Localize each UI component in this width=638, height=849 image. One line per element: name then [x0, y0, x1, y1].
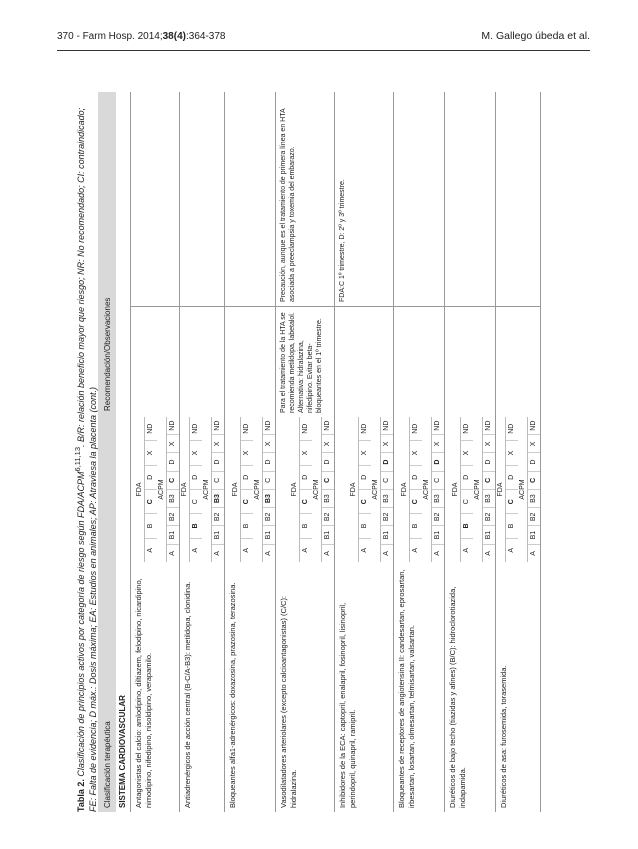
table-row	[335, 92, 394, 812]
fda-scale	[358, 417, 371, 562]
acpm-cell: ND	[169, 420, 176, 431]
acpm-cell: B3	[432, 489, 444, 507]
risk-category	[131, 417, 179, 562]
observation-note	[496, 92, 540, 307]
fda-cell: ND	[463, 423, 470, 434]
fda-cell: C	[461, 489, 473, 513]
drug-name: Antagonistas del calcio: amlodipino, diltiazem, felodipino, nicardipino, nimodipino, nifedipino, nisoldipino, verapamilo.	[134, 578, 153, 808]
drug-name: Inhibidores de la ECA: captopril, enalapril, fosinopril, lisinopril, perindopril, quinapril, ramipril.	[338, 602, 357, 808]
acpm-scale	[262, 417, 275, 562]
acpm-cell: ND	[324, 420, 331, 431]
observation-note	[394, 92, 444, 307]
acpm-cell: A	[212, 544, 224, 562]
acpm-label: ACPM	[519, 479, 526, 500]
fda-scale	[144, 417, 157, 562]
acpm-label: ACPM	[313, 479, 320, 500]
acpm-cell: B1	[483, 526, 495, 544]
fda-cell: D	[410, 465, 422, 489]
risk-category	[496, 417, 540, 562]
fda-cell: B	[190, 513, 202, 537]
acpm-cell: B2	[432, 507, 444, 525]
fda-cell: X	[359, 440, 371, 464]
acpm-cell: X	[212, 434, 224, 452]
fda-cell: C	[506, 489, 518, 513]
header-rule	[57, 50, 590, 51]
observations	[335, 92, 393, 417]
observations	[276, 92, 334, 417]
acpm-cell: X	[263, 434, 275, 452]
fda-cell: D	[359, 465, 371, 489]
acpm-cell: A	[528, 544, 540, 562]
caption-text: Clasificación de principios activos por categoría de riesgo según FDA/ACPM	[76, 471, 86, 777]
acpm-cell: D	[432, 453, 444, 471]
acpm-label: ACPM	[254, 479, 261, 500]
fda-cell: X	[300, 440, 312, 464]
fda-cell: D	[461, 465, 473, 489]
acpm-cell: C	[212, 471, 224, 489]
acpm-scale	[380, 417, 393, 562]
fda-scale	[409, 417, 422, 562]
fda-cell: X	[190, 440, 202, 464]
observations	[131, 92, 179, 417]
caption-refs: 6,11,13	[73, 447, 82, 472]
observation-note	[131, 92, 179, 307]
acpm-scale	[482, 417, 495, 562]
col-recomendacion: Recomendación/Observaciones	[102, 297, 112, 411]
acpm-cell: D	[263, 453, 275, 471]
acpm-cell: B3	[381, 489, 393, 507]
page-header	[57, 26, 590, 46]
fda-cell: B	[300, 513, 312, 537]
fda-cell: A	[241, 538, 253, 562]
observation-note: FDA:C 1º trimestre, D: 2º y 3º trimestre.	[335, 92, 393, 307]
fda-cell: ND	[147, 423, 154, 434]
fda-label: FDA	[136, 482, 143, 497]
fda-cell: C	[300, 489, 312, 513]
fda-cell: ND	[412, 423, 419, 434]
fda-cell: D	[241, 465, 253, 489]
acpm-cell: X	[528, 434, 540, 452]
acpm-cell: B2	[528, 507, 540, 525]
risk-category	[335, 417, 393, 562]
fda-cell: X	[241, 440, 253, 464]
fda-label: FDA	[291, 482, 298, 497]
rotated-table-wrapper	[72, 92, 588, 812]
acpm-cell: ND	[214, 420, 221, 431]
acpm-cell: B3	[212, 489, 224, 507]
acpm-cell: A	[322, 544, 334, 562]
acpm-label: ACPM	[474, 479, 481, 500]
recommendation-text	[225, 307, 275, 417]
observations	[394, 92, 444, 417]
acpm-cell: X	[483, 434, 495, 452]
drug-name: Diuréticos de bajo techo (tiazidas y afines) (B/C): hidroclorotiazida, indapamida.	[448, 586, 467, 808]
fda-cell: A	[506, 538, 518, 562]
rotated-table	[72, 92, 588, 812]
acpm-cell: D	[381, 453, 393, 471]
acpm-cell: X	[167, 434, 179, 452]
observation-note	[180, 92, 224, 307]
acpm-cell: A	[263, 544, 275, 562]
section-title: SISTEMA CARDIOVASCULAR	[116, 92, 131, 812]
fda-cell: B	[506, 513, 518, 537]
observations	[225, 92, 275, 417]
observations	[496, 92, 540, 417]
fda-cell: D	[300, 465, 312, 489]
observation-note	[225, 92, 275, 307]
acpm-cell: C	[432, 471, 444, 489]
acpm-label: ACPM	[423, 479, 430, 500]
acpm-label: ACPM	[158, 479, 165, 500]
acpm-cell: B1	[528, 526, 540, 544]
fda-cell: X	[145, 440, 157, 464]
fda-label: FDA	[497, 482, 504, 497]
acpm-cell: ND	[530, 420, 537, 431]
acpm-cell: B1	[381, 526, 393, 544]
fda-scale	[189, 417, 202, 562]
acpm-cell: ND	[434, 420, 441, 431]
acpm-cell: ND	[265, 420, 272, 431]
caption-label: Tabla 2.	[76, 779, 86, 812]
risk-category	[394, 417, 444, 562]
acpm-cell: B3	[263, 489, 275, 507]
fda-cell: A	[359, 538, 371, 562]
table-row	[445, 92, 496, 812]
fda-cell: B	[461, 513, 473, 537]
fda-cell: A	[461, 538, 473, 562]
fda-cell: ND	[302, 423, 309, 434]
acpm-cell: A	[381, 544, 393, 562]
acpm-scale	[321, 417, 334, 562]
table-row	[394, 92, 445, 812]
recommendation-text	[180, 307, 224, 417]
fda-cell: C	[145, 489, 157, 513]
recommendation-text: Para el tratamiento de la HTA se recomienda metildopa, labetalol. Alternativa: hidralazina, nifedipino. Evitar beta-bloqueantes en el 1º trimestre.	[280, 312, 323, 413]
acpm-cell: B3	[167, 489, 179, 507]
acpm-cell: A	[483, 544, 495, 562]
acpm-cell: B2	[167, 507, 179, 525]
fda-cell: ND	[361, 423, 368, 434]
acpm-cell: D	[167, 453, 179, 471]
recommendation-text	[394, 307, 444, 417]
fda-cell: A	[145, 538, 157, 562]
fda-cell: C	[190, 489, 202, 513]
fda-scale	[460, 417, 473, 562]
table-caption	[72, 92, 99, 812]
separator: -	[76, 30, 83, 42]
fda-cell: B	[145, 513, 157, 537]
acpm-scale	[527, 417, 540, 562]
acpm-cell: A	[167, 544, 179, 562]
journal-name: Farm Hosp. 2014;	[82, 30, 163, 42]
acpm-cell: C	[167, 471, 179, 489]
fda-cell: A	[410, 538, 422, 562]
journal-pages: :364-378	[185, 30, 226, 42]
fda-scale	[505, 417, 518, 562]
acpm-cell: B1	[212, 526, 224, 544]
acpm-cell: ND	[485, 420, 492, 431]
fda-cell: D	[506, 465, 518, 489]
acpm-cell: D	[483, 453, 495, 471]
fda-scale	[299, 417, 312, 562]
fda-cell: D	[145, 465, 157, 489]
drug-name: Vasodilatadores arteriolares (excepto calcioantagonistas) (C/C): hidralazina.	[279, 595, 298, 808]
acpm-cell: B3	[483, 489, 495, 507]
acpm-cell: B2	[263, 507, 275, 525]
fda-cell: C	[241, 489, 253, 513]
acpm-cell: B2	[212, 507, 224, 525]
table-row	[131, 92, 180, 812]
acpm-cell: B2	[483, 507, 495, 525]
acpm-cell: D	[212, 453, 224, 471]
recommendation-text	[445, 307, 495, 417]
acpm-cell: C	[381, 471, 393, 489]
fda-cell: ND	[508, 423, 515, 434]
col-clasificacion: Clasificación terapéutica	[102, 721, 112, 808]
fda-label: FDA	[401, 482, 408, 497]
authors: M. Gallego úbeda et al.	[481, 30, 590, 42]
recommendation-text	[335, 307, 393, 417]
recommendation-text	[496, 307, 540, 417]
table-row	[496, 92, 541, 812]
acpm-scale	[431, 417, 444, 562]
observations	[445, 92, 495, 417]
acpm-cell: C	[528, 471, 540, 489]
fda-cell: A	[190, 538, 202, 562]
caption-text2: . B/R: relación beneficio mayor que riesgo; NR: No recomendado; CI: contraindicado;	[76, 107, 86, 447]
caption-line2: FE: Falta de evidencia; D máx.: Dosis máxima; EA: Estudios en animales; AP: Atraviesa la placenta (cont.)	[88, 386, 98, 812]
fda-cell: ND	[243, 423, 250, 434]
acpm-cell: C	[483, 471, 495, 489]
risk-category	[180, 417, 224, 562]
observation-note	[445, 92, 495, 307]
table-header	[98, 92, 116, 812]
drug-table	[98, 92, 541, 812]
acpm-cell: B1	[167, 526, 179, 544]
fda-cell: X	[410, 440, 422, 464]
page-number: 370	[57, 30, 74, 42]
risk-category	[445, 417, 495, 562]
drug-name: Bloqueantes de receptores de angiotensina II: candesartan, eprosartan, irbesartan, losartan, olmesartan, telmisartan, valsartan.	[397, 569, 416, 808]
fda-cell: D	[190, 465, 202, 489]
table-row	[225, 92, 276, 812]
fda-label: FDA	[181, 482, 188, 497]
observations	[180, 92, 224, 417]
risk-category	[276, 417, 334, 562]
fda-cell: X	[506, 440, 518, 464]
acpm-cell: B1	[263, 526, 275, 544]
table-rows	[131, 92, 541, 812]
acpm-cell: B3	[528, 489, 540, 507]
fda-cell: ND	[192, 423, 199, 434]
recommendation-text	[131, 307, 179, 417]
fda-cell: X	[461, 440, 473, 464]
acpm-scale	[166, 417, 179, 562]
acpm-cell: B3	[322, 489, 334, 507]
acpm-cell: B1	[322, 526, 334, 544]
fda-cell: B	[359, 513, 371, 537]
fda-label: FDA	[232, 482, 239, 497]
acpm-cell: D	[322, 453, 334, 471]
acpm-label: ACPM	[203, 479, 210, 500]
acpm-cell: ND	[383, 420, 390, 431]
drug-name: Antiadrenérgicos de acción central (B-C/A-B3): metildopa, clonidina.	[183, 581, 192, 808]
acpm-cell: X	[432, 434, 444, 452]
drug-name: Diuréticos de asa: furosemida, torasemida.	[499, 665, 508, 808]
fda-cell: C	[359, 489, 371, 513]
table-row	[180, 92, 225, 812]
fda-label: FDA	[350, 482, 357, 497]
acpm-cell: C	[263, 471, 275, 489]
acpm-cell: C	[322, 471, 334, 489]
fda-cell: A	[300, 538, 312, 562]
risk-category	[225, 417, 275, 562]
fda-scale	[240, 417, 253, 562]
acpm-scale	[211, 417, 224, 562]
fda-cell: C	[410, 489, 422, 513]
fda-cell: B	[241, 513, 253, 537]
fda-label: FDA	[452, 482, 459, 497]
journal-volume: 38(4)	[162, 30, 186, 42]
drug-name: Bloqueantes alfa1-adrenérgicos: doxazosina, prazosina, terazosina.	[228, 582, 237, 808]
observation-note: Precaución, aunque es el tratamiento de primera línea en HTA asociada a preeclampsia y toxemia del embarazo.	[276, 92, 334, 307]
fda-cell: B	[410, 513, 422, 537]
acpm-cell: B1	[432, 526, 444, 544]
table-row	[276, 92, 335, 812]
acpm-cell: X	[322, 434, 334, 452]
acpm-label: ACPM	[372, 479, 379, 500]
acpm-cell: A	[432, 544, 444, 562]
acpm-cell: B2	[322, 507, 334, 525]
acpm-cell: X	[381, 434, 393, 452]
acpm-cell: B2	[381, 507, 393, 525]
citation	[57, 31, 225, 42]
acpm-cell: D	[528, 453, 540, 471]
